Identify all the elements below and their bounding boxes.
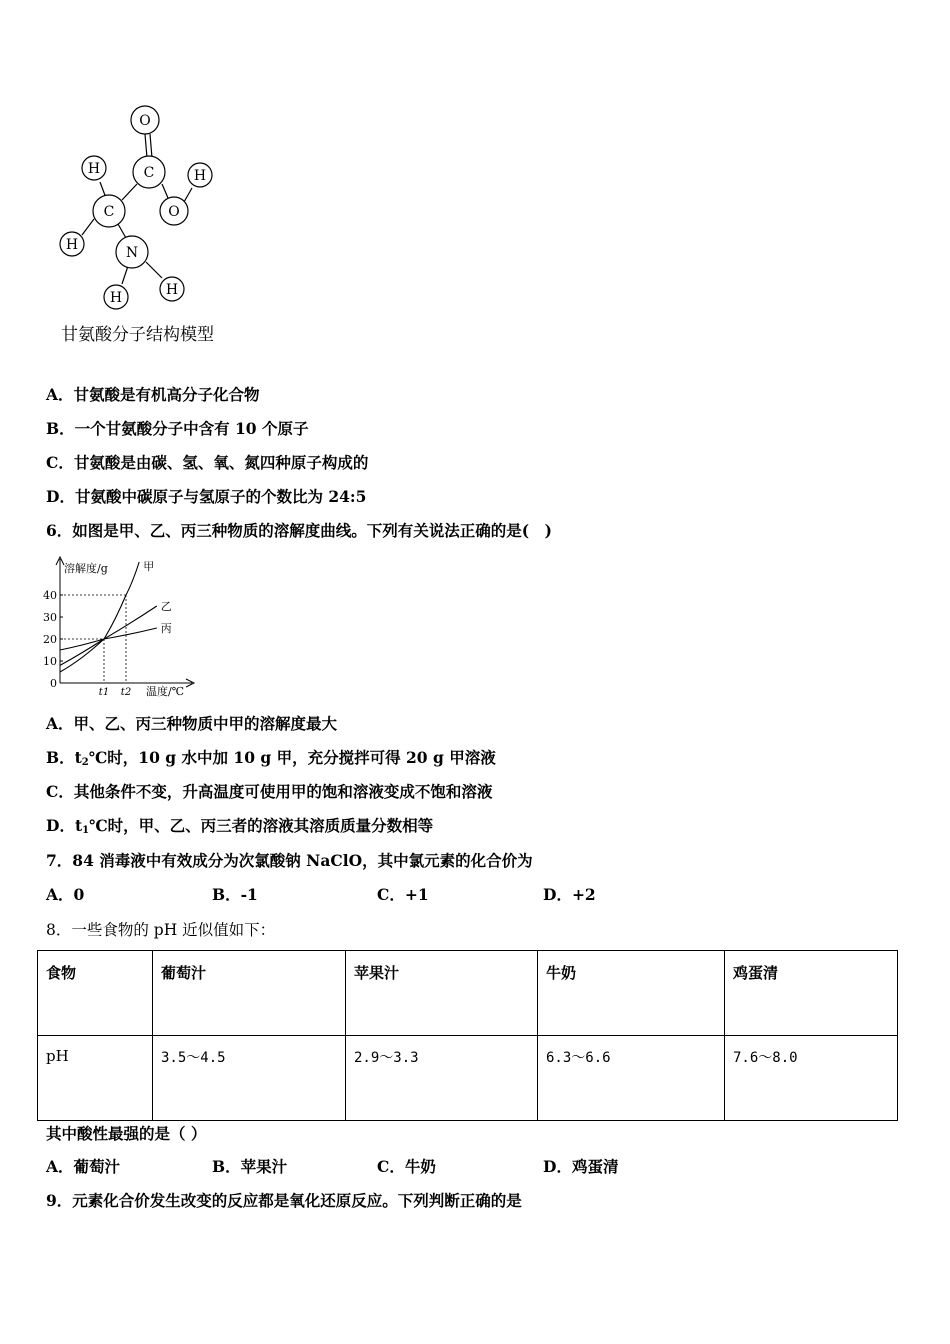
- bond-c-o-double-2: [150, 134, 152, 158]
- table-header-cell: 食物: [38, 951, 153, 1036]
- q8-option-b: B．苹果汁: [212, 1157, 288, 1176]
- table-cell: 3.5～4.5: [153, 1036, 346, 1121]
- x-tick-label: t2: [120, 687, 132, 698]
- bond-c-c: [122, 184, 137, 200]
- atom-h-hydroxyl-label: H: [193, 168, 207, 184]
- table-header-cell: 葡萄汁: [153, 951, 346, 1036]
- q5-option-a: A．甘氨酸是有机高分子化合物: [46, 385, 260, 404]
- q5-option-c: C．甘氨酸是由碳、氢、氧、氮四种原子构成的: [46, 453, 369, 472]
- y-tick-label: 30: [43, 611, 57, 624]
- x-tick-label: t1: [98, 687, 110, 698]
- q6-option-b-prefix: B．t: [46, 748, 82, 767]
- y-tick-label: 40: [43, 589, 57, 602]
- bond-o-h: [184, 188, 192, 202]
- q7-option-b: B．-1: [212, 885, 258, 904]
- table-cell: 2.9～3.3: [346, 1036, 538, 1121]
- ph-table: [37, 950, 898, 1121]
- bond-c-h-left: [82, 219, 94, 235]
- series-label-3: 丙: [160, 622, 172, 635]
- q6-option-b-sub: 2: [81, 757, 89, 768]
- table-cell: 7.6～8.0: [725, 1036, 898, 1121]
- q7-option-a: A．0: [46, 885, 85, 904]
- q8-option-d: D．鸡蛋清: [543, 1157, 619, 1176]
- y-tick-label: 0: [50, 677, 57, 690]
- bond-c-o: [162, 184, 168, 198]
- series-line-1: [60, 562, 139, 672]
- chart-ylabel: 溶解度/g: [64, 562, 108, 575]
- atom-h-upper-label: H: [87, 161, 101, 177]
- atom-h-n2-label: H: [165, 282, 179, 298]
- q6-option-c: C．其他条件不变，升高温度可使用甲的饱和溶液变成不饱和溶液: [46, 782, 493, 801]
- bond-n-h2: [146, 262, 162, 278]
- chart-xlabel: 温度/℃: [146, 685, 185, 698]
- table-header-cell: 牛奶: [538, 951, 725, 1036]
- molecule-caption: 甘氨酸分子结构模型: [61, 325, 214, 345]
- q7-option-c: C．+1: [377, 885, 429, 904]
- atom-c-alpha-label: C: [103, 204, 115, 220]
- bond-c-n: [118, 224, 126, 238]
- q6-option-b-suffix: ℃时，10 g 水中加 10 g 甲，充分搅拌可得 20 g 甲溶液: [88, 748, 496, 767]
- series-line-2: [60, 606, 157, 665]
- q8-option-a: A．葡萄汁: [46, 1157, 121, 1176]
- atom-o-top-label: O: [139, 113, 151, 129]
- atom-o-hydroxyl-label: O: [168, 204, 180, 220]
- table-cell: 6.3～6.6: [538, 1036, 725, 1121]
- bond-n-h1: [122, 266, 128, 284]
- q8-stem: 8．一些食物的 pH 近似值如下：: [46, 921, 276, 939]
- ph-table-header-row: [38, 951, 898, 1036]
- series-label-1: 甲: [143, 560, 155, 573]
- q6-option-a: A．甲、乙、丙三种物质中甲的溶解度最大: [46, 714, 338, 733]
- q6-option-d-sub: 1: [82, 825, 90, 836]
- ph-table-value-row: [38, 1036, 898, 1121]
- atom-h-n1-label: H: [109, 290, 123, 306]
- q6-option-d-suffix: ℃时，甲、乙、丙三者的溶液其溶质质量分数相等: [89, 816, 434, 835]
- q6-option-d: [46, 816, 433, 841]
- y-tick-label: 20: [43, 633, 57, 646]
- atom-n-label: N: [125, 245, 139, 261]
- q7-stem: 7．84 消毒液中有效成分为次氯酸钠 NaClO，其中氯元素的化合价为: [46, 851, 533, 870]
- q7-option-d: D．+2: [543, 885, 596, 904]
- atom-h-left-label: H: [65, 237, 79, 253]
- solubility-chart: [40, 553, 210, 703]
- q5-option-b: B．一个甘氨酸分子中含有 10 个原子: [46, 419, 309, 438]
- q6-option-d-prefix: D．t: [46, 816, 83, 835]
- table-header-cell: 鸡蛋清: [725, 951, 898, 1036]
- bond-c-o-double-1: [145, 134, 147, 158]
- table-row-label: pH: [38, 1036, 153, 1121]
- q8-option-c: C．牛奶: [377, 1157, 436, 1176]
- series-label-2: 乙: [160, 600, 172, 613]
- y-tick-label: 10: [43, 655, 57, 668]
- table-header-cell: 苹果汁: [346, 951, 538, 1036]
- q5-option-d: D．甘氨酸中碳原子与氢原子的个数比为 24:5: [46, 487, 367, 506]
- q6-option-b: [46, 748, 496, 773]
- q8-question: 其中酸性最强的是（ ）: [46, 1124, 207, 1143]
- glycine-molecule-diagram: [50, 100, 230, 320]
- q9-stem: 9．元素化合价发生改变的反应都是氧化还原反应。下列判断正确的是: [46, 1191, 522, 1210]
- atom-c-carboxyl-label: C: [143, 165, 155, 181]
- q6-stem: 6．如图是甲、乙、丙三种物质的溶解度曲线。下列有关说法正确的是( ): [46, 521, 552, 540]
